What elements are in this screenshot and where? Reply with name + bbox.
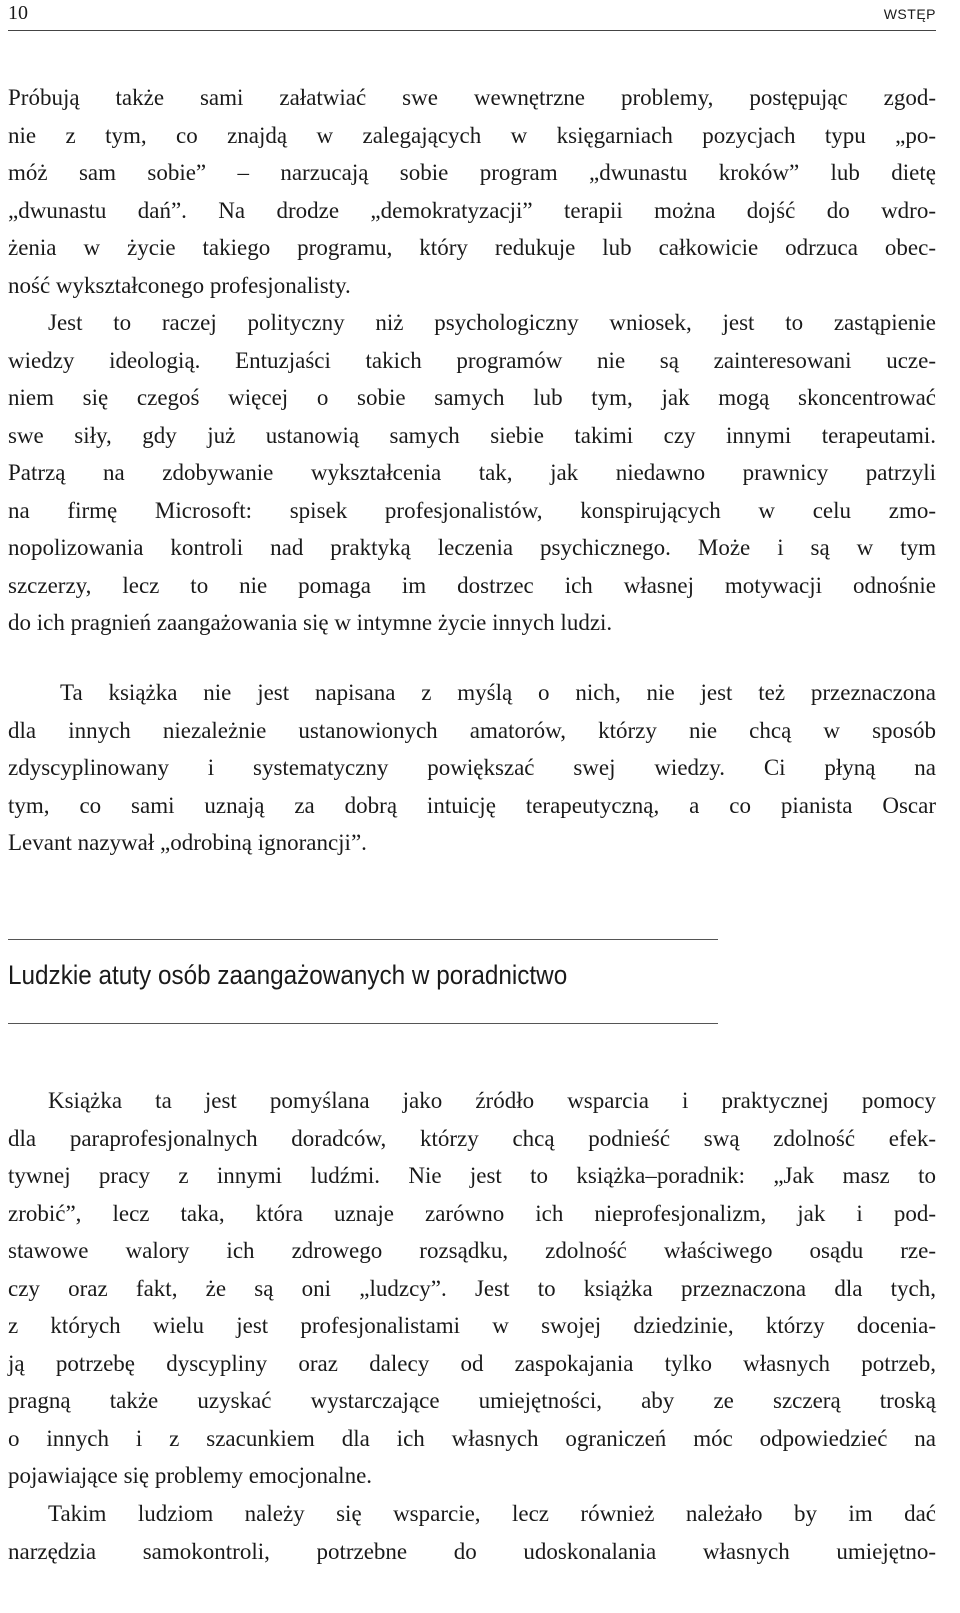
text-line: Jest to raczej polityczny niż psychologiczny wniosek, jest to zastąpienie (48, 310, 936, 335)
text-line: narzędzia samokontroli, potrzebne do udoskonalania własnych umiejętno- (8, 1538, 936, 1564)
text-line: móż sam sobie” – narzucają sobie program „dwunastu kroków” lub dietę (8, 160, 936, 185)
running-head (8, 0, 936, 31)
text-line: stawowe walory ich zdrowego rozsądku, zdolność właściwego osądu rze- (8, 1238, 936, 1263)
heading-rule-top (8, 939, 718, 940)
text-line: pojawiające się problemy emocjonalne. (8, 1463, 373, 1488)
paragraph-3 (8, 674, 936, 862)
text-line: Książka ta jest pomyślana jako źródło wsparcia i praktycznej pomocy (48, 1088, 936, 1113)
text-line: o innych i z szacunkiem dla ich własnych ograniczeń móc odpowiedzieć na (8, 1425, 936, 1451)
heading-rule-bottom (8, 1023, 718, 1024)
text-line: zrobić”, lecz taka, która uznaje zarówno ich nieprofesjonalizm, jak i pod- (8, 1200, 936, 1226)
text-line: dla paraprofesjonalnych doradców, którzy chcą podnieść swą zdolność efek- (8, 1125, 936, 1151)
text-line: niem się czegoś więcej o sobie samych lub tym, jak mogą skoncentrować (8, 385, 936, 410)
text-line: żenia w życie takiego programu, który redukuje lub całkowicie odrzuca obec- (8, 235, 936, 260)
text-line: Ta książka nie jest napisana z myślą o nich, nie jest też przeznaczona (60, 680, 936, 705)
text-line: ność wykształconego profesjonalisty. (8, 272, 351, 298)
text-line: zdyscyplinowany i systematyczny powiększać swej wiedzy. Ci płyną na (8, 755, 936, 780)
text-line: Próbują także sami załatwiać swe wewnętrzne problemy, postępując zgod- (8, 85, 936, 110)
running-section-title: WSTĘP (883, 6, 936, 22)
text-line: na firmę Microsoft: spisek profesjonalistów, konspirujących w celu zmo- (8, 497, 936, 523)
text-line: Patrzą na zdobywanie wykształcenia tak, jak niedawno prawnicy patrzyli (8, 460, 936, 485)
text-line: „dwunastu dań”. Na drodze „demokratyzacji” terapii można dojść do wdro- (8, 197, 936, 223)
text-line: swe siły, gdy już ustanowią samych siebie takimi czy innymi terapeutami. (8, 422, 936, 448)
page-number: 10 (8, 2, 28, 24)
section-heading: Ludzkie atuty osób zaangażowanych w poradnictwo (8, 960, 568, 990)
text-line: pragną także uzyskać wystarczające umiejętności, aby ze szczerą troską (8, 1388, 936, 1413)
text-line: ją potrzebę dyscypliny oraz dalecy od zaspokajania tylko własnych potrzeb, (8, 1350, 936, 1376)
text-line: Takim ludziom należy się wsparcie, lecz również należało by im dać (48, 1501, 936, 1526)
text-line: Levant nazywał „odrobiną ignorancji”. (8, 830, 367, 855)
paragraph-4 (8, 1082, 936, 1495)
text-line: z których wielu jest profesjonalistami w swojej dziedzinie, którzy docenia- (8, 1313, 936, 1338)
paragraph-5 (8, 1495, 936, 1570)
text-line: dla innych niezależnie ustanowionych amatorów, którzy nie chcą w sposób (8, 717, 936, 743)
text-line: czy oraz fakt, że są oni „ludzcy”. Jest to książka przeznaczona dla tych, (8, 1275, 936, 1301)
text-line: szczerzy, lecz to nie pomaga im dostrzec ich własnej motywacji odnośnie (8, 572, 936, 598)
text-line: do ich pragnień zaangażowania się w intymne życie innych ludzi. (8, 610, 613, 635)
text-line: wiedzy ideologią. Entuzjaści takich programów nie są zainteresowani ucze- (8, 347, 936, 373)
text-line: nie z tym, co znajdą w zalegających w księgarniach pozycjach typu „po- (8, 122, 936, 148)
text-line: nopolizowania kontroli nad praktyką leczenia psychicznego. Może i są w tym (8, 535, 936, 560)
text-line: tym, co sami uznają za dobrą intuicję terapeutyczną, a co pianista Oscar (8, 792, 936, 818)
paragraph-2 (8, 304, 936, 642)
paragraph-1 (8, 79, 936, 304)
text-line: tywnej pracy z innymi ludźmi. Nie jest to książka–poradnik: „Jak masz to (8, 1163, 936, 1188)
